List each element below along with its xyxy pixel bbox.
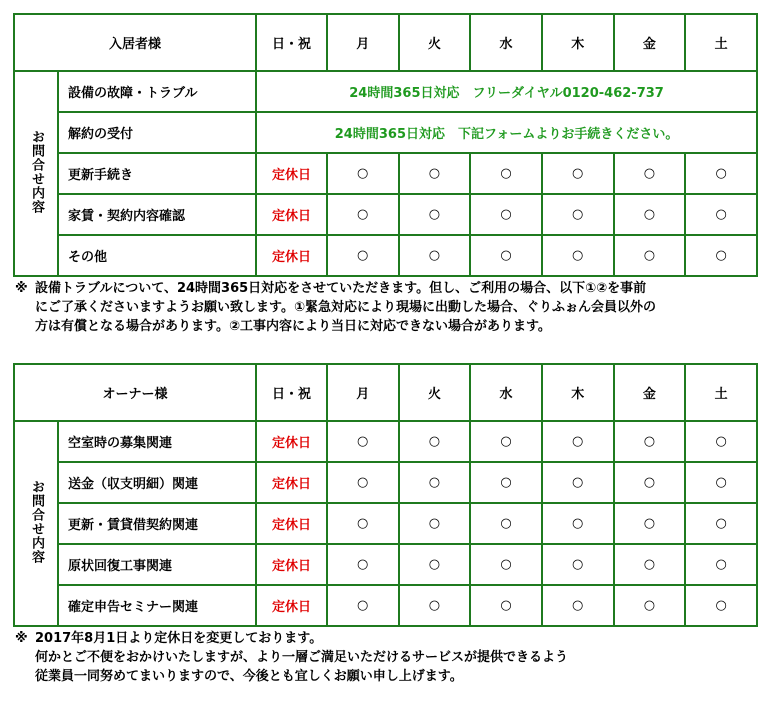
note-line: にご了承くださいますようお願い致します。①緊急対応により現場に出動した場合、ぐりふぉん会員以外の (35, 300, 656, 315)
row-label: 更新手続き (58, 153, 256, 194)
open-mark: ○ (542, 462, 614, 503)
table-title: 入居者様 (14, 14, 256, 71)
open-mark: ○ (685, 544, 757, 585)
owner-note (15, 629, 569, 686)
open-mark: ○ (470, 462, 542, 503)
open-mark: ○ (542, 153, 614, 194)
open-mark: ○ (399, 235, 471, 276)
holiday-cell: 定休日 (256, 235, 327, 276)
day-header: 金 (614, 14, 686, 71)
open-mark: ○ (685, 421, 757, 462)
open-mark: ○ (542, 235, 614, 276)
row-label: 確定申告セミナー関連 (58, 585, 256, 626)
table-row (14, 462, 757, 503)
header-row (14, 364, 757, 421)
open-mark: ○ (614, 462, 686, 503)
open-mark: ○ (685, 235, 757, 276)
open-mark: ○ (614, 421, 686, 462)
open-mark: ○ (399, 585, 471, 626)
open-mark: ○ (327, 235, 399, 276)
table-title: オーナー様 (14, 364, 256, 421)
open-mark: ○ (327, 421, 399, 462)
day-header: 日・祝 (256, 14, 327, 71)
row-label: その他 (58, 235, 256, 276)
open-mark: ○ (399, 544, 471, 585)
open-mark: ○ (470, 503, 542, 544)
cancellation-text: 24時間365日対応 下記フォームよりお手続きください。 (256, 112, 757, 153)
day-header: 金 (614, 364, 686, 421)
resident-schedule-table (13, 13, 758, 277)
table-row (14, 421, 757, 462)
open-mark: ○ (542, 544, 614, 585)
open-mark: ○ (327, 585, 399, 626)
open-mark: ○ (399, 153, 471, 194)
inquiry-sidebar: お問合せ内容 (14, 421, 58, 626)
day-header: 水 (470, 364, 542, 421)
holiday-cell: 定休日 (256, 153, 327, 194)
open-mark: ○ (542, 503, 614, 544)
table-row (14, 544, 757, 585)
day-header: 水 (470, 14, 542, 71)
open-mark: ○ (542, 194, 614, 235)
open-mark: ○ (470, 235, 542, 276)
open-mark: ○ (614, 503, 686, 544)
open-mark: ○ (470, 544, 542, 585)
resident-note (15, 279, 656, 336)
table-row (14, 194, 757, 235)
holiday-cell: 定休日 (256, 421, 327, 462)
note-line: 2017年8月1日より定休日を変更しております。 (35, 631, 323, 646)
holiday-cell: 定休日 (256, 544, 327, 585)
table-row (14, 112, 757, 153)
open-mark: ○ (542, 585, 614, 626)
day-header: 日・祝 (256, 364, 327, 421)
holiday-cell: 定休日 (256, 503, 327, 544)
open-mark: ○ (327, 194, 399, 235)
row-label: 送金（収支明細）関連 (58, 462, 256, 503)
open-mark: ○ (614, 194, 686, 235)
owner-schedule-table (13, 363, 758, 627)
open-mark: ○ (685, 194, 757, 235)
open-mark: ○ (614, 235, 686, 276)
open-mark: ○ (327, 153, 399, 194)
note-mark: ※ (15, 281, 28, 296)
header-row (14, 14, 757, 71)
holiday-cell: 定休日 (256, 462, 327, 503)
open-mark: ○ (614, 153, 686, 194)
day-header: 木 (542, 364, 614, 421)
open-mark: ○ (399, 194, 471, 235)
open-mark: ○ (399, 421, 471, 462)
day-header: 月 (327, 14, 399, 71)
row-label: 家賃・契約内容確認 (58, 194, 256, 235)
table-row (14, 153, 757, 194)
open-mark: ○ (470, 585, 542, 626)
day-header: 火 (399, 364, 471, 421)
row-label: 原状回復工事関連 (58, 544, 256, 585)
day-header: 土 (685, 14, 757, 71)
holiday-cell: 定休日 (256, 585, 327, 626)
hotline-text: 24時間365日対応 フリーダイヤル0120-462-737 (256, 71, 757, 112)
table-row (14, 585, 757, 626)
note-line: 方は有償となる場合があります。②工事内容により当日に対応できない場合があります。 (35, 319, 551, 334)
open-mark: ○ (327, 544, 399, 585)
open-mark: ○ (470, 194, 542, 235)
open-mark: ○ (614, 585, 686, 626)
table-row (14, 503, 757, 544)
table-row (14, 235, 757, 276)
open-mark: ○ (614, 544, 686, 585)
note-line: 何かとご不便をおかけいたしますが、より一層ご満足いただけるサービスが提供できるよう (35, 650, 569, 665)
open-mark: ○ (327, 462, 399, 503)
inquiry-sidebar: お問合せ内容 (14, 71, 58, 276)
row-label: 解約の受付 (58, 112, 256, 153)
note-mark: ※ (15, 631, 28, 646)
open-mark: ○ (470, 421, 542, 462)
row-label: 設備の故障・トラブル (58, 71, 256, 112)
open-mark: ○ (685, 585, 757, 626)
day-header: 火 (399, 14, 471, 71)
note-line: 設備トラブルについて、24時間365日対応をさせていただきます。但し、ご利用の場合、以下①②を事前 (35, 281, 647, 296)
day-header: 月 (327, 364, 399, 421)
row-label: 空室時の募集関連 (58, 421, 256, 462)
open-mark: ○ (470, 153, 542, 194)
note-line: 従業員一同努めてまいりますので、今後とも宜しくお願い申し上げます。 (35, 669, 463, 684)
open-mark: ○ (327, 503, 399, 544)
open-mark: ○ (685, 462, 757, 503)
holiday-cell: 定休日 (256, 194, 327, 235)
open-mark: ○ (542, 421, 614, 462)
open-mark: ○ (685, 503, 757, 544)
open-mark: ○ (685, 153, 757, 194)
day-header: 木 (542, 14, 614, 71)
day-header: 土 (685, 364, 757, 421)
row-label: 更新・賃貸借契約関連 (58, 503, 256, 544)
open-mark: ○ (399, 462, 471, 503)
open-mark: ○ (399, 503, 471, 544)
table-row (14, 71, 757, 112)
